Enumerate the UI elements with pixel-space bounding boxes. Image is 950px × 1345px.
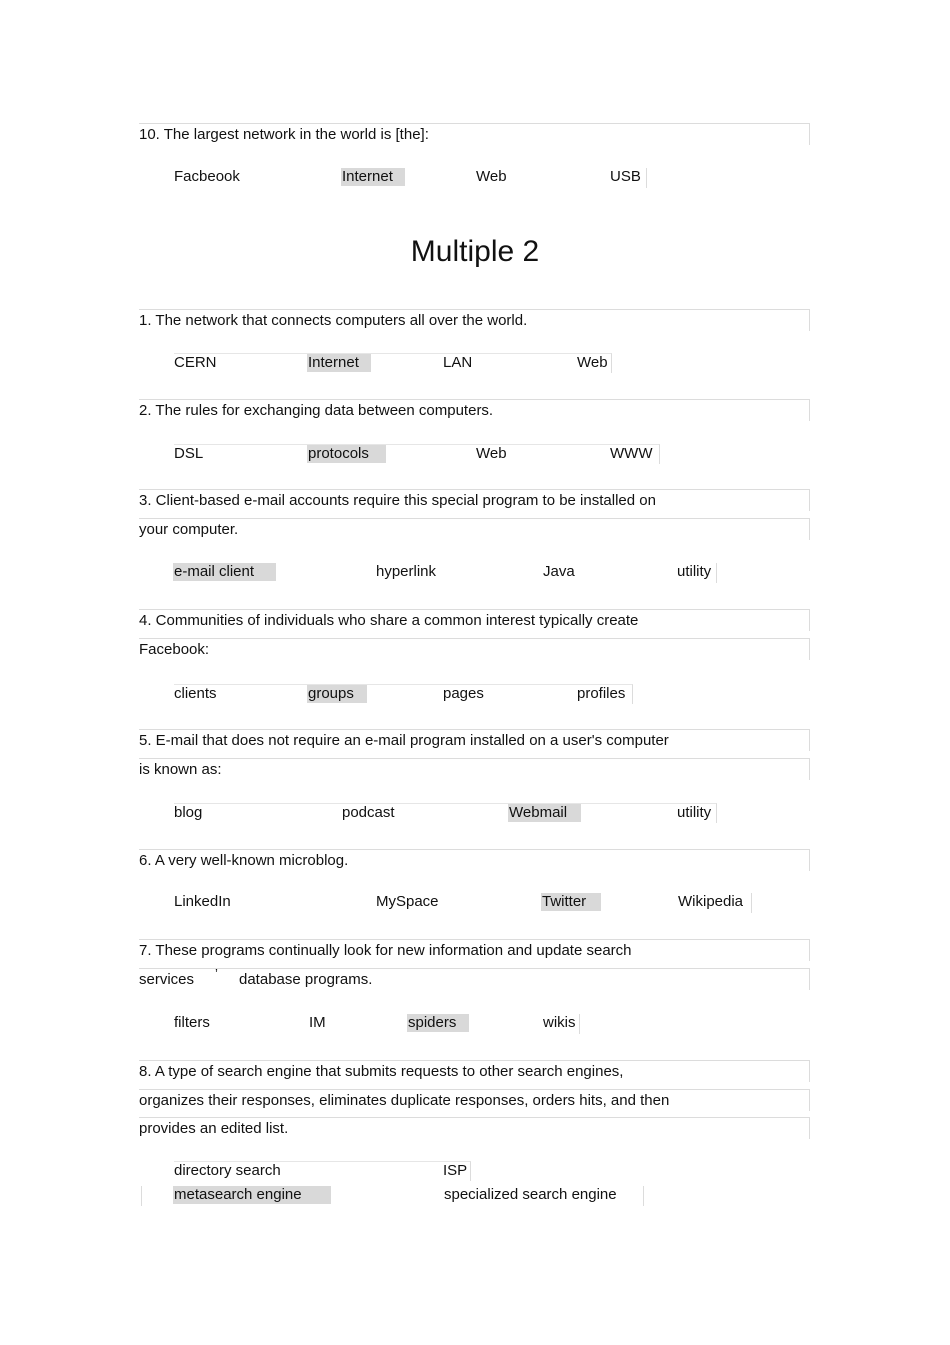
option-selected: e-mail client [173, 563, 276, 581]
question-5-text-line-2: is known as: [139, 758, 810, 780]
option-selected: Internet [341, 168, 405, 186]
option-selected: Webmail [508, 804, 581, 822]
question-8-text-line-2: organizes their responses, eliminates duplicate responses, orders hits, and then [139, 1089, 810, 1111]
q7-word-services: services [139, 971, 195, 988]
option: podcast [342, 804, 395, 821]
question-5-text-line-1: 5. E-mail that does not require an e-mail program installed on a user's computer [139, 729, 810, 751]
option: Web [577, 354, 608, 371]
question-4-text-line-2: Facebook: [139, 638, 810, 660]
question-7-text-line-1: 7. These programs continually look for new information and update search [139, 939, 810, 961]
question-6-options [174, 893, 752, 913]
question-1-options [174, 353, 612, 373]
question-3-options [174, 563, 717, 583]
option: blog [174, 804, 203, 821]
question-5-options [174, 803, 717, 823]
question-10-options [174, 168, 647, 188]
option: wikis [543, 1014, 576, 1031]
question-7-text-line-2 [139, 968, 810, 990]
option: Web [476, 445, 507, 462]
option: directory search [174, 1162, 281, 1179]
question-8-options-row-1 [174, 1161, 471, 1181]
question-2-text: 2. The rules for exchanging data between computers. [139, 399, 810, 421]
question-3-text-line-1: 3. Client-based e-mail accounts require this special program to be installed on [139, 489, 810, 511]
option: IM [309, 1014, 326, 1031]
option: Web [476, 168, 507, 185]
option: clients [174, 685, 217, 702]
option: specialized search engine [444, 1186, 617, 1203]
option: DSL [174, 445, 204, 462]
option: Wikipedia [678, 893, 744, 910]
question-8-options-row-2 [141, 1186, 644, 1206]
option-selected: spiders [407, 1014, 469, 1032]
option: CERN [174, 354, 217, 371]
question-2-options [174, 444, 660, 464]
option-selected: groups [307, 685, 367, 703]
option-selected: Internet [307, 354, 371, 372]
option: utility [677, 563, 712, 580]
question-6-text: 6. A very well-known microblog. [139, 849, 810, 871]
question-8-text-line-3: provides an edited list. [139, 1117, 810, 1139]
option: utility [677, 804, 712, 821]
option: WWW [610, 445, 653, 462]
q7-apostrophe: ’ [215, 966, 218, 981]
question-1-text: 1. The network that connects computers all over the world. [139, 309, 810, 331]
option: Facbeook [174, 168, 240, 185]
question-4-text-line-1: 4. Communities of individuals who share a common interest typically create [139, 609, 810, 631]
option: profiles [577, 685, 626, 702]
option: MySpace [376, 893, 439, 910]
question-3-text-line-2: your computer. [139, 518, 810, 540]
question-7-options [174, 1014, 580, 1034]
option-selected: Twitter [541, 893, 601, 911]
question-10-text: 10. The largest network in the world is [the]: [139, 123, 810, 145]
question-4-options [174, 684, 633, 704]
option: filters [174, 1014, 210, 1031]
option: pages [443, 685, 484, 702]
option: LAN [443, 354, 473, 371]
question-8-text-line-1: 8. A type of search engine that submits requests to other search engines, [139, 1060, 810, 1082]
section-title: Multiple 2 [410, 235, 540, 268]
option: hyperlink [376, 563, 437, 580]
option-selected: metasearch engine [173, 1186, 331, 1204]
q7-phrase: database programs. [239, 971, 373, 988]
option: USB [610, 168, 641, 185]
option-selected: protocols [307, 445, 386, 463]
option: LinkedIn [174, 893, 231, 910]
option: Java [543, 563, 575, 580]
option: ISP [443, 1162, 468, 1179]
